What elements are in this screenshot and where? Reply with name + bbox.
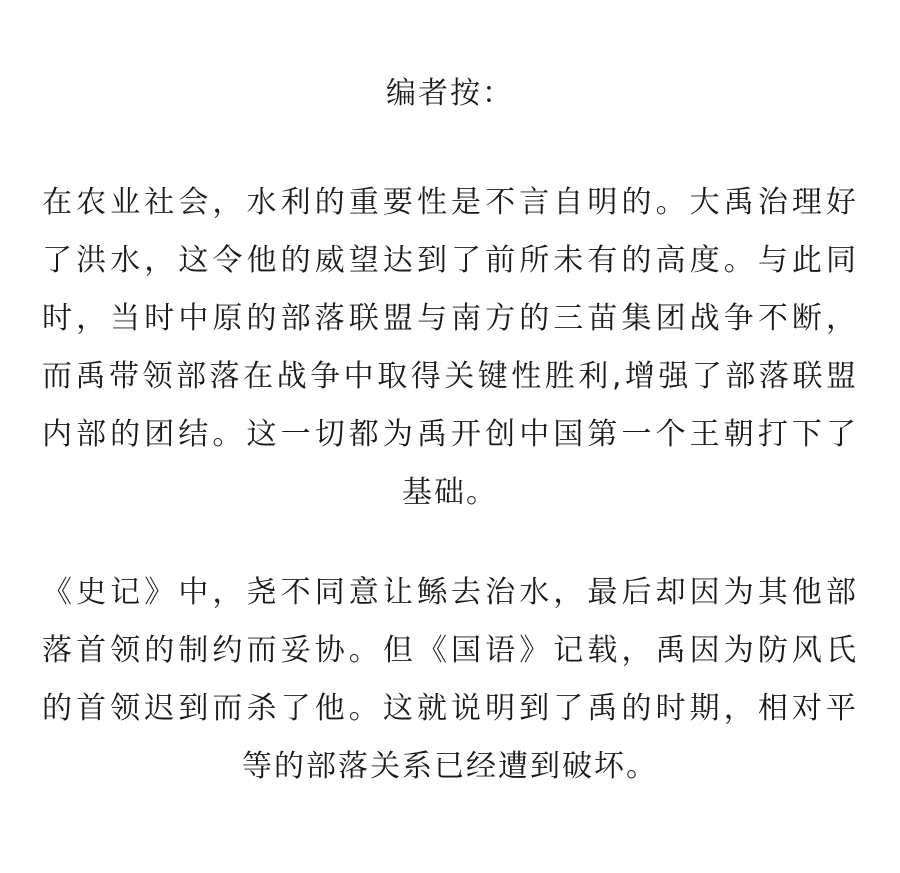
paragraph-1 [42,174,858,522]
paragraph-1-line: 内部的团结。这一切都为禹开创中国第一个王朝打下了 [42,417,858,452]
editor-note-heading: 编者按： [386,76,514,111]
paragraph-2-line: 等的部落关系已经遭到破坏。 [242,749,658,784]
paragraph-1-line: 了洪水，这令他的威望达到了前所未有的高度。与此同 [42,243,858,278]
paragraph-2-line: 落首领的制约而妥协。但《国语》记载，禹因为防风氏 [42,633,858,668]
paragraph-2-line: 的首领迟到而杀了他。这就说明到了禹的时期，相对平 [42,691,858,726]
paragraph-2-line: 《史记》中，尧不同意让鲧去治水，最后却因为其他部 [42,575,858,610]
paragraph-2 [42,564,858,796]
paragraph-1-line: 时，当时中原的部落联盟与南方的三苗集团战争不断， [42,301,858,336]
paragraph-1-line: 而禹带领部落在战争中取得关键性胜利,增强了部落联盟 [42,359,858,394]
paragraph-1-line: 在农业社会，水利的重要性是不言自明的。大禹治理好 [42,185,858,220]
paragraph-1-line: 基础。 [402,475,498,510]
